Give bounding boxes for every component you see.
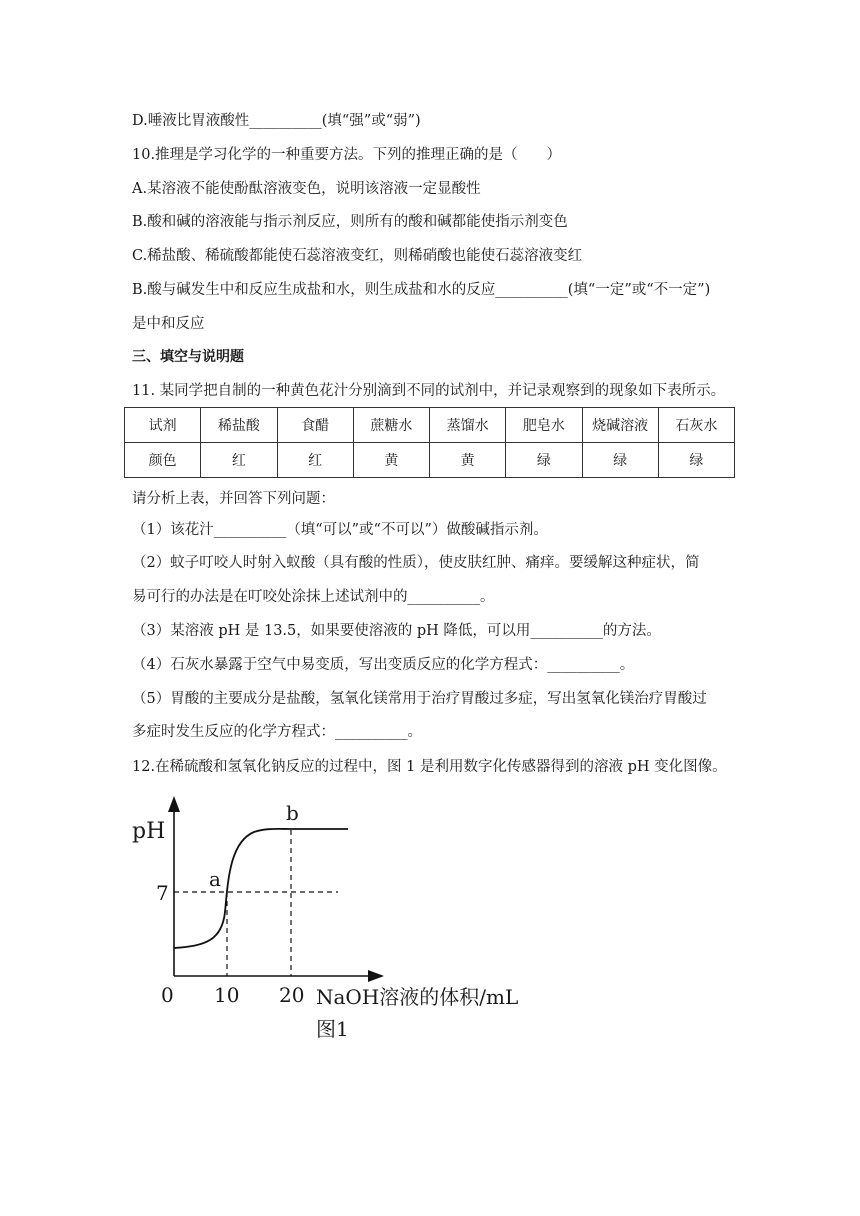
point-b-label: b xyxy=(286,801,299,825)
q9-option-d: D.唾液比胃液酸性__________(填“强”或“弱”) xyxy=(132,113,421,129)
figure-caption: 图1 xyxy=(316,1017,349,1041)
reagent-color-table xyxy=(124,407,735,478)
table-cell: 绿 xyxy=(582,443,658,478)
table-row xyxy=(125,443,735,478)
table-cell: 稀盐酸 xyxy=(201,408,277,443)
x-axis-label: NaOH溶液的体积/mL xyxy=(316,985,519,1009)
q11-stem: 11. 某同学把自制的一种黄色花汁分别滴到不同的试剂中，并记录观察到的现象如下表所示。 xyxy=(132,383,726,399)
q10-option-b: B.酸和碱的溶液能与指示剂反应，则所有的酸和碱都能使指示剂变色 xyxy=(132,214,568,230)
q11-part-4: （4）石灰水暴露于空气中易变质，写出变质反应的化学方程式：__________。 xyxy=(132,657,635,673)
q10-stem: 10.推理是学习化学的一种重要方法。下列的推理正确的是（ ） xyxy=(132,147,562,163)
ph-curve-figure xyxy=(126,790,546,1050)
q10-option-a: A.某溶液不能使酚酞溶液变色，说明该溶液一定显酸性 xyxy=(132,181,481,197)
x-tick-10: 10 xyxy=(214,983,240,1007)
q12-stem: 12.在稀硫酸和氢氧化钠反应的过程中，图 1 是利用数字化传感器得到的溶液 pH 变化图像。 xyxy=(132,759,727,775)
table-cell: 肥皂水 xyxy=(506,408,582,443)
x-tick-20: 20 xyxy=(279,983,305,1007)
q10-option-d: B.酸与碱发生中和反应生成盐和水，则生成盐和水的反应__________(填“一定”或“不一定”) xyxy=(132,282,711,298)
table-cell: 烧碱溶液 xyxy=(582,408,658,443)
table-cell: 绿 xyxy=(506,443,582,478)
q10-option-c: C.稀盐酸、稀硫酸都能使石蕊溶液变红，则稀硝酸也能使石蕊溶液变红 xyxy=(132,248,583,264)
table-cell: 食醋 xyxy=(277,408,353,443)
x-axis-arrow xyxy=(368,970,384,982)
q11-part-5-cont: 多症时发生反应的化学方程式：__________。 xyxy=(132,724,422,740)
table-cell: 绿 xyxy=(658,443,734,478)
y-axis-arrow xyxy=(168,796,180,812)
point-a-label: a xyxy=(209,867,221,891)
table-cell: 红 xyxy=(201,443,277,478)
table-cell: 试剂 xyxy=(125,408,201,443)
table-cell: 蔗糖水 xyxy=(353,408,429,443)
q11-part-1: （1）该花汁__________（填“可以”或“不可以”）做酸碱指示剂。 xyxy=(132,522,548,538)
y-axis-label: pH xyxy=(132,819,166,844)
table-cell: 石灰水 xyxy=(658,408,734,443)
ph-curve xyxy=(174,829,348,948)
table-cell: 颜色 xyxy=(125,443,201,478)
table-cell: 黄 xyxy=(353,443,429,478)
section-heading: 三、填空与说明题 xyxy=(132,349,244,365)
q10-option-d-cont: 是中和反应 xyxy=(132,316,205,332)
table-row xyxy=(125,408,735,443)
table-cell: 黄 xyxy=(430,443,506,478)
q11-intro: 请分析上表，并回答下列问题： xyxy=(132,491,335,507)
origin-label: 0 xyxy=(161,983,174,1007)
q11-part-3: （3）某溶液 pH 是 13.5，如果要使溶液的 pH 降低，可以用__________的方法。 xyxy=(132,623,661,639)
table-cell: 蒸馏水 xyxy=(430,408,506,443)
y-tick-7: 7 xyxy=(156,881,169,905)
q11-part-2: （2）蚊子叮咬人时射入蚁酸（具有酸的性质），使皮肤红肿、痛痒。要缓解这种症状，简 xyxy=(132,555,700,571)
q11-part-5: （5）胃酸的主要成分是盐酸，氢氧化镁常用于治疗胃酸过多症，写出氢氧化镁治疗胃酸过 xyxy=(132,691,707,707)
q11-part-2-cont: 易可行的办法是在叮咬处涂抹上述试剂中的__________。 xyxy=(132,589,495,605)
table-cell: 红 xyxy=(277,443,353,478)
